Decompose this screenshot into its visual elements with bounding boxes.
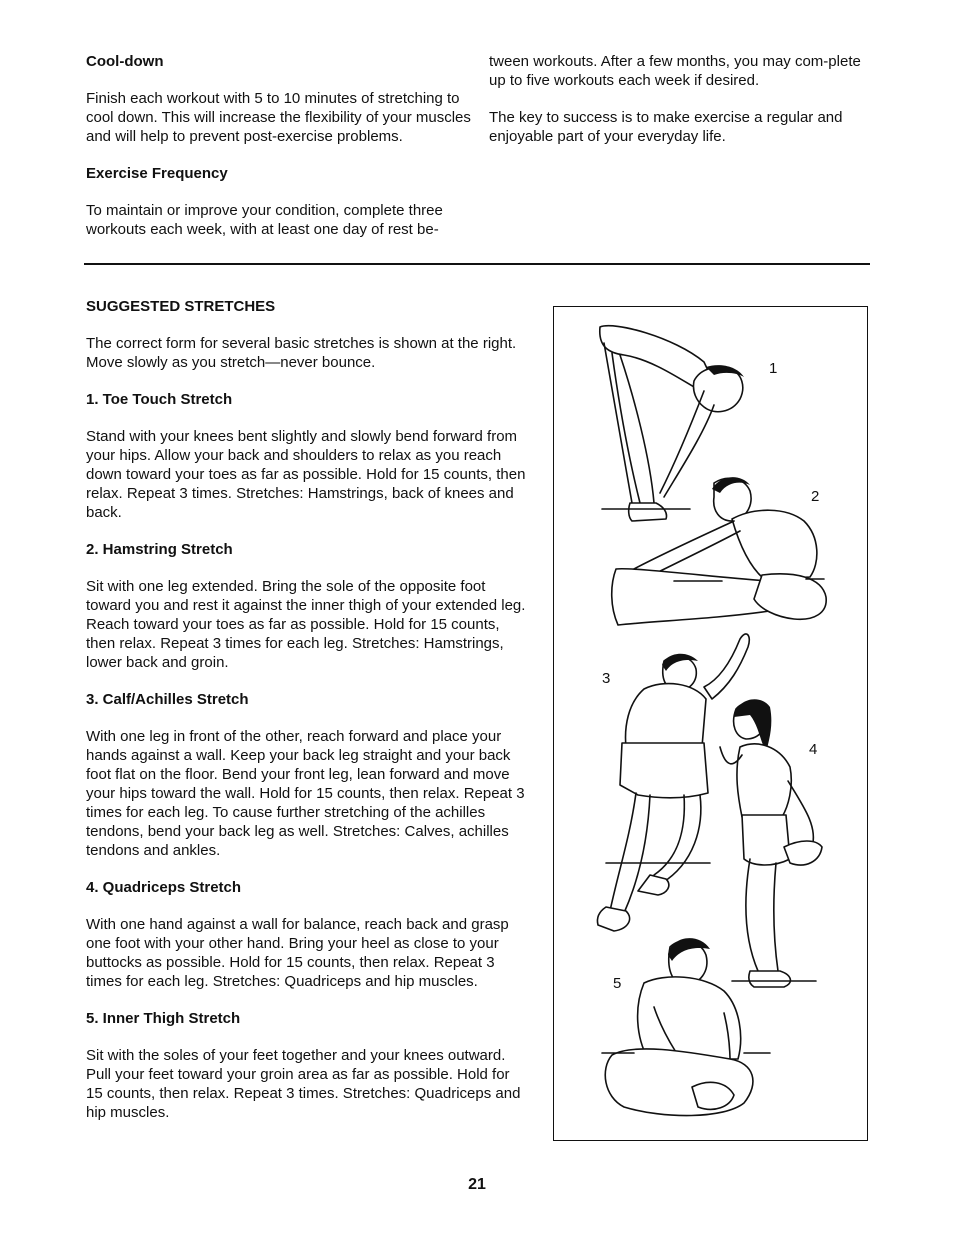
stretch-body: With one leg in front of the other, reach forward and place your hands against a wall. Keep your back leg straight and your back foot flat on the floor. Bend your front leg, lean forward and move your hips toward the wall. Hold for 15 counts, then relax. Repeat 3 times for each leg. To cause further stretching of the achilles tendons, bend your back leg as well. Stretches: Calves, achilles tendons and ankles. xyxy=(86,728,525,859)
page-number: 21 xyxy=(468,1176,486,1193)
hamstring-figure xyxy=(612,477,826,625)
frequency-heading: Exercise Frequency xyxy=(86,165,228,182)
figure-label-1: 1 xyxy=(769,360,778,377)
top-left-column xyxy=(86,52,471,257)
figure-label-4: 4 xyxy=(809,741,818,758)
frequency-body-end: tween workouts. After a few months, you may com-plete up to five workouts each week if desired. xyxy=(489,53,861,89)
inner-thigh-figure xyxy=(602,938,770,1115)
stretch-body: Stand with your knees bent slightly and slowly bend forward from your hips. Allow your back and shoulders to relax as you reach down toward your toes as far as possible. Hold for 15 counts, then relax. Repeat 3 times. Stretches: Hamstrings, back of knees and back. xyxy=(86,428,526,521)
stretch-body: With one hand against a wall for balance, reach back and grasp one foot with your other hand. Bring your heel as close to your buttocks as possible. Hold for 15 counts, then relax. Repeat 3 times for each leg. Stretches: Quadriceps and hip muscles. xyxy=(86,916,509,990)
stretch-title: 4. Quadriceps Stretch xyxy=(86,879,242,896)
stretch-figures-drawing xyxy=(554,307,869,1142)
stretch-title: 3. Calf/Achilles Stretch xyxy=(86,691,249,708)
stretch-body: Sit with the soles of your feet together and your knees outward. Pull your feet toward your groin area as far as possible. Hold for 15 counts, then relax. Repeat 3 times. Stretches: Quadriceps and hip muscles. xyxy=(86,1047,521,1121)
top-right-column xyxy=(489,52,874,164)
stretch-title: 5. Inner Thigh Stretch xyxy=(86,1010,241,1027)
stretch-title: 1. Toe Touch Stretch xyxy=(86,391,233,408)
figure-label-5: 5 xyxy=(613,975,622,992)
key-to-success: The key to success is to make exercise a regular and enjoyable part of your everyday life. xyxy=(489,109,843,145)
calf-stretch-figure xyxy=(597,634,749,931)
cooldown-heading: Cool-down xyxy=(86,53,164,70)
stretch-body: Sit with one leg extended. Bring the sole of the opposite foot toward you and rest it against the inner thigh of your extended leg. Reach toward your toes as far as possible. Hold for 15 counts, then relax. Repeat 3 times for each leg. Stretches: Hamstrings, lower back and groin. xyxy=(86,578,526,671)
section-divider xyxy=(84,263,870,265)
stretches-heading: SUGGESTED STRETCHES xyxy=(86,298,276,315)
frequency-body-start: To maintain or improve your condition, complete three workouts each week, with at least one day of rest be- xyxy=(86,202,443,238)
quadriceps-figure xyxy=(720,699,822,987)
stretches-intro: The correct form for several basic stretches is shown at the right. Move slowly as you stretch—never bounce. xyxy=(86,335,517,371)
figure-label-3: 3 xyxy=(602,670,611,687)
stretches-column xyxy=(86,297,526,1140)
cooldown-body: Finish each workout with 5 to 10 minutes of stretching to cool down. This will increase the flexibility of your muscles and will help to prevent post-exercise problems. xyxy=(86,90,471,145)
stretch-illustrations xyxy=(553,306,868,1141)
stretch-title: 2. Hamstring Stretch xyxy=(86,541,233,558)
figure-label-2: 2 xyxy=(811,488,820,505)
